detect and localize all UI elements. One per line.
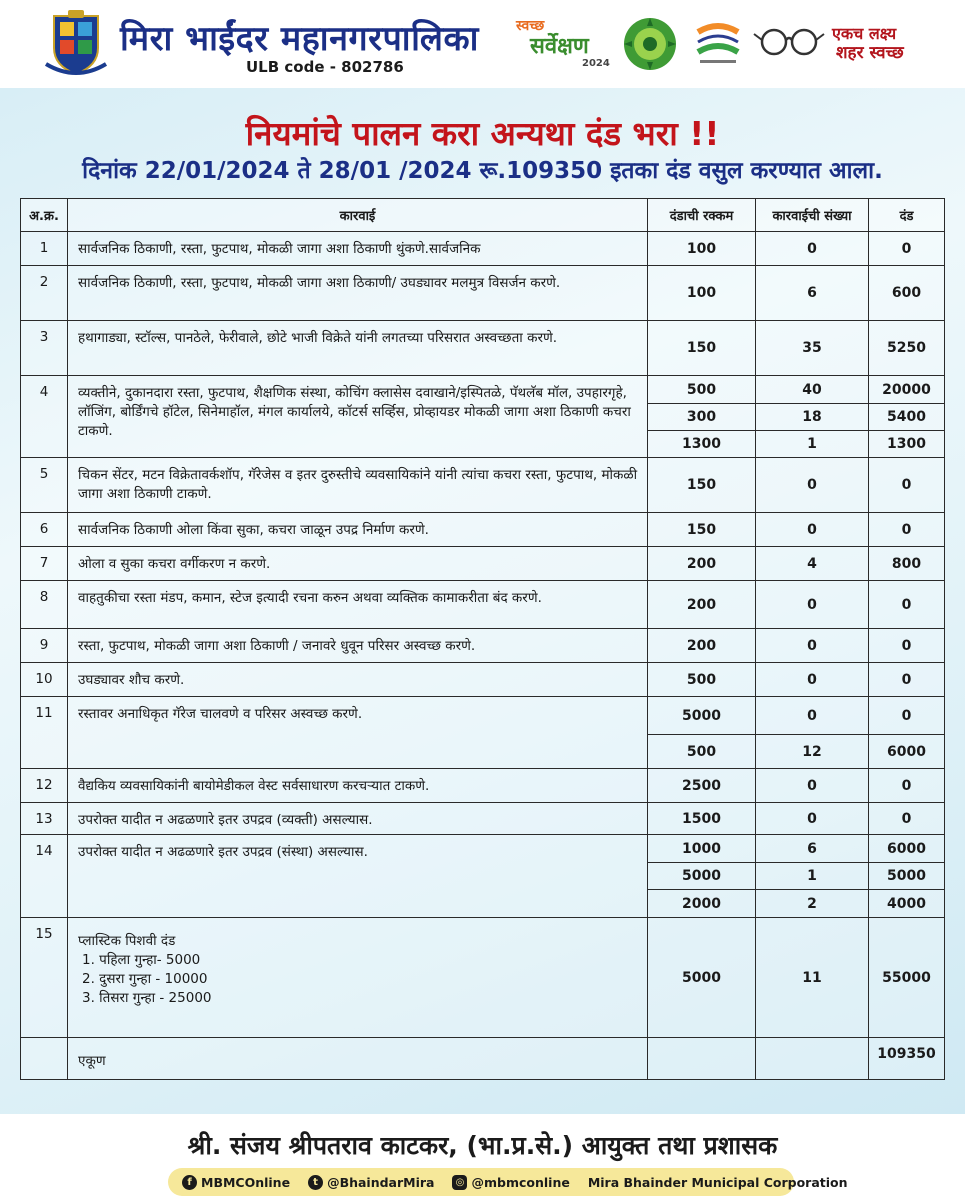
row-count: 2 xyxy=(756,890,869,918)
row-sr: 2 xyxy=(21,266,68,321)
main-panel xyxy=(0,88,965,1114)
row-amount: 5000 xyxy=(648,863,756,890)
row-fine: 800 xyxy=(869,547,945,581)
row-action: चिकन सेंटर, मटन विक्रेतावर्कशॉप, गॅरेजेस व इतर दुरुस्तीचे व्यवसायिकांने यांनी त्यांचा कचरा रस्ता, फुटपाथ, मोकळी जागा अशा ठिकाणी टाकणे. xyxy=(68,458,648,513)
table-row xyxy=(21,697,945,735)
row-fine: 6000 xyxy=(869,835,945,863)
row-action: व्यक्तीने, दुकानदारा रस्ता, फुटपाथ, शैक्षणिक संस्था, कोचिंग क्लासेस दवाखाने/इस्पितळे, पॅथलॅब मॉल, उपहारगृहे, लॉजिंग, बोर्डिंगचे हॉटेल, सिनेमाहॉल, मंगल कार्यालये, कॉटर्स सर्व्हिस, प्रोव्हायडर मोकळी जागा अशा ठिकाणी कचरा टाकणे. xyxy=(68,376,648,458)
row-count: 0 xyxy=(756,769,869,803)
table-row xyxy=(21,803,945,835)
row-fine: 0 xyxy=(869,458,945,513)
facebook-handle: MBMCOnline xyxy=(201,1174,291,1190)
col-header-action: कारवाई xyxy=(68,199,648,232)
social-links-bar xyxy=(168,1168,848,1196)
fines-table xyxy=(20,198,945,1080)
table-row xyxy=(21,769,945,803)
table-row xyxy=(21,458,945,513)
total-label: एकूण xyxy=(68,1038,648,1080)
row-count: 0 xyxy=(756,458,869,513)
header-bar xyxy=(0,0,965,88)
twitter-handle: @BhaindarMira xyxy=(327,1174,435,1190)
row-amount: 150 xyxy=(648,321,756,376)
instagram-icon: ◎ xyxy=(452,1175,467,1190)
offense-line-3: 3. तिसरा गुन्हा - 25000 xyxy=(82,990,212,1006)
row-count: 0 xyxy=(756,232,869,266)
twitter-link[interactable] xyxy=(308,1175,434,1190)
row-amount: 500 xyxy=(648,663,756,697)
row-sr: 6 xyxy=(21,513,68,547)
row-action: सार्वजनिक ठिकाणी, रस्ता, फुटपाथ, मोकळी जागा अशा ठिकाणी थुंकणे.सार्वजनिक xyxy=(68,232,648,266)
row-fine: 0 xyxy=(869,629,945,663)
row-count: 6 xyxy=(756,835,869,863)
row-sr: 15 xyxy=(21,918,68,1038)
row-sr: 11 xyxy=(21,697,68,769)
row-count: 0 xyxy=(756,581,869,629)
org-name: मिरा भाईंदर महानगरपालिका xyxy=(120,19,479,59)
row-count: 0 xyxy=(756,663,869,697)
row-amount: 200 xyxy=(648,629,756,663)
row-amount: 5000 xyxy=(648,697,756,735)
row-amount: 100 xyxy=(648,266,756,321)
row-amount: 1500 xyxy=(648,803,756,835)
row-amount: 5000 xyxy=(648,918,756,1038)
swachh-survekshan-logo xyxy=(512,10,616,76)
table-row xyxy=(21,321,945,376)
table-row xyxy=(21,232,945,266)
swachh-logo-year: 2024 xyxy=(582,58,610,69)
table-row xyxy=(21,918,945,1038)
row-sr: 1 xyxy=(21,232,68,266)
row-count: 0 xyxy=(756,513,869,547)
offense-line-2: 2. दुसरा गुन्हा - 10000 xyxy=(82,971,208,987)
row-fine: 0 xyxy=(869,697,945,735)
row-sr: 8 xyxy=(21,581,68,629)
row-sr: 4 xyxy=(21,376,68,458)
table-row xyxy=(21,266,945,321)
row-action: उपरोक्त यादीत न अढळणारे इतर उपद्रव (संस्था) असल्यास. xyxy=(68,835,648,918)
row-fine: 4000 xyxy=(869,890,945,918)
row-amount: 500 xyxy=(648,735,756,769)
row-amount: 150 xyxy=(648,458,756,513)
total-count-empty xyxy=(756,1038,869,1080)
row-action: सार्वजनिक ठिकाणी, रस्ता, फुटपाथ, मोकळी जागा अशा ठिकाणी/ उघड्यावर मलमुत्र विसर्जन करणे. xyxy=(68,266,648,321)
row-action: रस्तावर अनाधिकृत गॅरेज चालवणे व परिसर अस्वच्छ करणे. xyxy=(68,697,648,769)
col-header-sr: अ.क्र. xyxy=(21,199,68,232)
total-sr-empty xyxy=(21,1038,68,1080)
lakshya-logo-line1: एकच लक्ष्य xyxy=(832,24,897,43)
row-amount: 1300 xyxy=(648,431,756,458)
plastic-fine-title: प्लास्टिक पिशवी दंड xyxy=(78,933,176,949)
row-count: 35 xyxy=(756,321,869,376)
row-sr: 7 xyxy=(21,547,68,581)
row-amount: 2000 xyxy=(648,890,756,918)
row-action: ओला व सुका कचरा वर्गीकरण न करणे. xyxy=(68,547,648,581)
table-row xyxy=(21,663,945,697)
facebook-icon: f xyxy=(182,1175,197,1190)
row-amount: 200 xyxy=(648,581,756,629)
row-fine: 5400 xyxy=(869,404,945,431)
instagram-link[interactable] xyxy=(452,1175,569,1190)
row-fine: 20000 xyxy=(869,376,945,404)
row-action: वैद्यकिय व्यवसायिकांनी बायोमेडीकल वेस्ट सर्वसाधारण करचऱ्यात टाकणे. xyxy=(68,769,648,803)
row-fine: 5250 xyxy=(869,321,945,376)
row-sr: 13 xyxy=(21,803,68,835)
row-amount: 2500 xyxy=(648,769,756,803)
row-amount: 500 xyxy=(648,376,756,404)
row-sr: 5 xyxy=(21,458,68,513)
row-amount: 200 xyxy=(648,547,756,581)
row-count: 1 xyxy=(756,863,869,890)
row-fine: 0 xyxy=(869,581,945,629)
row-fine: 1300 xyxy=(869,431,945,458)
row-action: वाहतुकीचा रस्ता मंडप, कमान, स्टेज इत्यादी रचना करुन अथवा व्यक्तिक कामाकरीता बंद करणे. xyxy=(68,581,648,629)
row-sr: 10 xyxy=(21,663,68,697)
row-action: उघड्यावर शौच करणे. xyxy=(68,663,648,697)
row-action: सार्वजनिक ठिकाणी ओला किंवा सुका, कचरा जाळून उपद्र निर्माण करणे. xyxy=(68,513,648,547)
row-amount: 150 xyxy=(648,513,756,547)
date-range-summary: दिनांक 22/01/2024 ते 28/01 /2024 रू.109350 इतका दंड वसुल करण्यात आला. xyxy=(82,158,883,184)
row-count: 6 xyxy=(756,266,869,321)
table-row xyxy=(21,513,945,547)
row-fine: 55000 xyxy=(869,918,945,1038)
row-count: 1 xyxy=(756,431,869,458)
row-fine: 600 xyxy=(869,266,945,321)
col-header-count: कारवाईची संख्या xyxy=(756,199,869,232)
table-row xyxy=(21,581,945,629)
row-action: रस्ता, फुटपाथ, मोकळी जागा अशा ठिकाणी / जनावरे धुवून परिसर अस्वच्छ करणे. xyxy=(68,629,648,663)
row-count: 4 xyxy=(756,547,869,581)
total-amount-empty xyxy=(648,1038,756,1080)
row-action: हथागाड्या, स्टॉल्स, पानठेले, फेरीवाले, छोटे भाजी विक्रेते यांनी लगतच्या परिसरात अस्वच्छता करणे. xyxy=(68,321,648,376)
col-header-amount: दंडाची रक्कम xyxy=(648,199,756,232)
offense-line-1: 1. पहिला गुन्हा- 5000 xyxy=(82,952,201,968)
row-count: 0 xyxy=(756,803,869,835)
headline: नियमांचे पालन करा अन्यथा दंड भरा !! xyxy=(245,114,720,153)
instagram-handle: @mbmconline xyxy=(471,1174,570,1190)
row-count: 40 xyxy=(756,376,869,404)
table-header-row xyxy=(21,199,945,232)
row-sr: 14 xyxy=(21,835,68,918)
row-count: 12 xyxy=(756,735,869,769)
swachh-logo-line2: सर्वेक्षण xyxy=(530,34,589,59)
tricolor-logo-icon xyxy=(690,18,746,68)
row-count: 0 xyxy=(756,629,869,663)
total-row xyxy=(21,1038,945,1080)
row-fine: 5000 xyxy=(869,863,945,890)
col-header-fine: दंड xyxy=(869,199,945,232)
row-count: 11 xyxy=(756,918,869,1038)
table-row xyxy=(21,835,945,863)
total-value: 109350 xyxy=(869,1038,945,1080)
row-fine: 0 xyxy=(869,232,945,266)
row-fine: 6000 xyxy=(869,735,945,769)
gandhi-glasses-logo-icon xyxy=(752,16,826,70)
lakshya-logo-line2: शहर स्वच्छ xyxy=(836,43,904,63)
commissioner-name: श्री. संजय श्रीपतराव काटकर, (भा.प्र.से.) आयुक्त तथा प्रशासक xyxy=(187,1131,778,1160)
green-globe-logo-icon xyxy=(620,14,680,74)
website-link[interactable] xyxy=(588,1175,848,1190)
facebook-link[interactable] xyxy=(182,1175,290,1190)
row-count: 18 xyxy=(756,404,869,431)
row-fine: 0 xyxy=(869,769,945,803)
website-name: Mira Bhainder Municipal Corporation xyxy=(587,1174,848,1190)
row-sr: 3 xyxy=(21,321,68,376)
table-row xyxy=(21,629,945,663)
footer xyxy=(0,1114,965,1200)
row-action xyxy=(68,918,648,1038)
table-row xyxy=(21,376,945,404)
ekach-lakshya-logo xyxy=(830,22,926,68)
swachh-logo-line1: स्वच्छ xyxy=(516,18,545,34)
table-row xyxy=(21,547,945,581)
row-amount: 300 xyxy=(648,404,756,431)
row-amount: 100 xyxy=(648,232,756,266)
row-fine: 0 xyxy=(869,513,945,547)
row-sr: 12 xyxy=(21,769,68,803)
ulb-code: ULB code - 802786 xyxy=(246,58,404,76)
mbmc-emblem-icon xyxy=(40,8,112,80)
row-count: 0 xyxy=(756,697,869,735)
twitter-icon: t xyxy=(308,1175,323,1190)
row-fine: 0 xyxy=(869,663,945,697)
row-action: उपरोक्त यादीत न अढळणारे इतर उपद्रव (व्यक्ती) असल्यास. xyxy=(68,803,648,835)
row-sr: 9 xyxy=(21,629,68,663)
row-amount: 1000 xyxy=(648,835,756,863)
row-fine: 0 xyxy=(869,803,945,835)
